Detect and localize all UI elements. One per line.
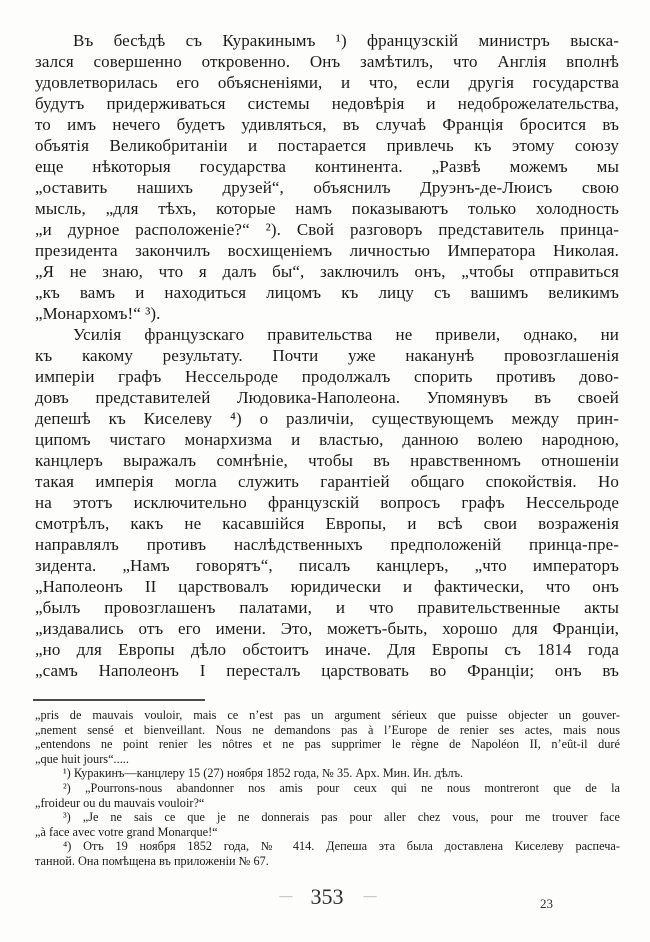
page-number: 353 xyxy=(310,884,344,909)
text-line: направлялъ противъ наслѣдственныхъ предположеній принца-пре- xyxy=(35,535,619,554)
signature-number: 23 xyxy=(540,896,553,911)
text-line: ципомъ чистаго монархизма и властью, данною волею народною, xyxy=(35,430,619,449)
text-line: на этотъ исключительно французскій вопросъ графъ Нессельроде xyxy=(35,493,619,512)
footnote-line: „que huit jours“..... xyxy=(35,751,129,766)
page-footer xyxy=(35,884,619,910)
text-line: „оставить нашихъ друзей“, объяснилъ Друэнъ-де-Люисъ свою xyxy=(35,178,619,197)
text-line: канцлеръ выражалъ сомнѣніе, чтобы въ нравственномъ отношеніи xyxy=(35,451,619,470)
footnote-line-2: ²) „Pourrons-nous abandonner nos amis pour ceux qui ne nous montreront que de la xyxy=(63,780,620,795)
footnote-line: „nement sensé et bienveillant. Nous ne demandons pas à l’Europe de renier ses actes, mais nous xyxy=(35,722,620,737)
text-line: такая имперія могла служить гарантіей общаго спокойствія. Но xyxy=(35,472,619,491)
text-line: „былъ провозглашенъ палатами, и что правительственные акты xyxy=(35,598,619,617)
main-text-block xyxy=(35,30,619,681)
footnote-line-4: ⁴) Отъ 19 ноября 1852 года, № 414. Депеша эта была доставлена Киселеву распеча- xyxy=(63,839,620,854)
text-line: смотрѣлъ, какъ не касавшійся Европы, и всѣ свои возраженія xyxy=(35,514,619,533)
text-line: мысль, „для тѣхъ, которые намъ показываютъ только холодность xyxy=(35,199,619,218)
text-line: зидента. „Намъ говорятъ“, писалъ канцлеръ, „что императоръ xyxy=(35,556,619,575)
paragraph-1 xyxy=(35,30,619,324)
text-line: то имъ нечего будетъ удивляться, въ случаѣ Франція бросится въ xyxy=(35,115,619,134)
footnotes-block xyxy=(35,708,620,869)
text-line: депешѣ къ Киселеву ⁴) о различіи, существующемъ между прин- xyxy=(35,409,619,428)
text-line: Въ бесѣдѣ съ Куракинымъ ¹) французскій министръ выска- xyxy=(73,31,619,50)
footer-dash-left: — xyxy=(279,888,291,903)
text-line: имперіи графъ Нессельроде продолжалъ спорить противъ дово- xyxy=(35,367,619,386)
text-line: „издавались отъ его имени. Это, можетъ-быть, хорошо для Франціи, xyxy=(35,619,619,638)
footnote-line: „à face avec votre grand Monarque!“ xyxy=(35,824,218,839)
footnote-line: „entendons ne point renier les nôtres et ne pas supprimer le règne de Napoléon II, n’eût-il duré xyxy=(35,737,620,752)
footnote-line-3: ³) „Je ne sais ce que je ne donnerais pas pour aller chez vous, pour me trouver face xyxy=(63,810,620,825)
text-line: президента закончилъ восхищеніемъ личностью Императора Николая. xyxy=(35,241,619,260)
text-line: будутъ придерживаться системы недовѣрія и недоброжелательства, xyxy=(35,94,619,113)
text-line: „и дурное расположеніе?“ ²). Свой разговоръ представитель принца- xyxy=(35,220,619,239)
footnote-separator xyxy=(33,699,205,701)
text-line: „Наполеонъ II царствовалъ юридически и фактически, что онъ xyxy=(35,577,619,596)
text-line: „самъ Наполеонъ I пересталъ царствовать во Франціи; онъ въ xyxy=(35,661,619,680)
text-line: къ какому результату. Почти уже наканунѣ провозглашенія xyxy=(35,346,619,365)
paragraph-2 xyxy=(35,324,619,681)
text-line: еще нѣкоторыя государства континента. „Развѣ можемъ мы xyxy=(35,157,619,176)
text-line: объятія Великобританіи и постарается привлечь къ этому союзу xyxy=(35,136,619,155)
text-line: удовлетворилась его объясненіями, и что, если другія государства xyxy=(35,73,619,92)
text-line: „но для Европы дѣло обстоитъ иначе. Для Европы съ 1814 года xyxy=(35,640,619,659)
text-line: Усилія французскаго правительства не привели, однако, ни xyxy=(73,325,619,344)
footer-dash-right: — xyxy=(363,888,375,903)
text-line: зался совершенно откровенно. Онъ замѣтилъ, что Англія вполнѣ xyxy=(35,52,619,71)
text-line: довъ представителей Людовика-Наполеона. Упомянувъ въ своей xyxy=(35,388,619,407)
text-line: „Я не знаю, что я далъ бы“, заключилъ онъ, „чтобы отправиться xyxy=(35,262,619,281)
footnote-line: „pris de mauvais vouloir, mais ce n’est pas un argument sérieux que puisse objecter un gouver- xyxy=(35,708,620,722)
footnote-line: танной. Она помѣщена въ приложеніи № 67. xyxy=(35,853,269,868)
text-line: „къ вамъ и находиться лицомъ къ лицу съ вашимъ великимъ xyxy=(35,283,619,302)
footnote-line-1: ¹) Куракинъ—канцлеру 15 (27) ноября 1852 года, № 35. Арх. Мин. Ин. дѣлъ. xyxy=(63,766,464,781)
text-line: „Монархомъ!“ ³). xyxy=(35,304,161,323)
footnote-line: „froideur ou du mauvais vouloir?“ xyxy=(35,795,205,810)
